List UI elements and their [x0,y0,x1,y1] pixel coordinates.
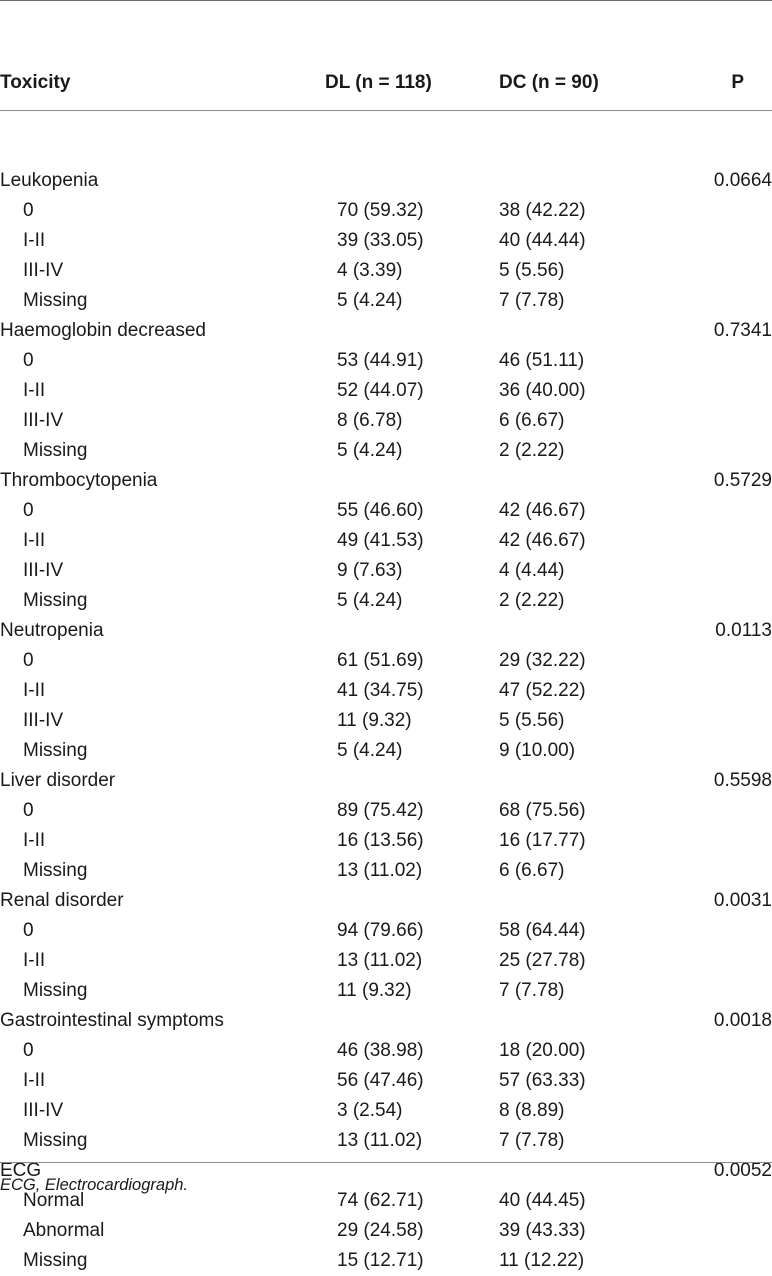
dl-cell [300,1006,472,1036]
dl-value: 9 (7.63) [337,559,403,581]
p-cell [644,736,772,766]
dc-value: 5 (5.56) [499,259,565,281]
grade-label: Missing [23,1129,88,1151]
grade-label: I-II [23,229,46,251]
group-row [0,466,772,496]
grade-label: I-II [23,379,46,401]
table-row [0,1096,772,1126]
grade-label: I-II [23,1069,46,1091]
dl-value: 29 (24.58) [337,1219,424,1241]
dl-value: 53 (44.91) [337,349,424,371]
grade-label: Missing [23,289,88,311]
p-cell [644,526,772,556]
table-row [0,976,772,1006]
dl-value: 5 (4.24) [337,439,403,461]
group-name: Thrombocytopenia [0,469,158,491]
table-row [0,676,772,706]
dc-value: 58 (64.44) [499,919,586,941]
grade-label: Missing [23,589,88,611]
bottom-rule [0,1162,772,1163]
grade-label: Missing [23,439,88,461]
p-cell [644,1186,772,1216]
p-cell [644,706,772,736]
dl-value: 13 (11.02) [337,949,423,971]
header-dc: DC (n = 90) [499,71,599,93]
header-toxicity: Toxicity [0,71,71,93]
group-name: ECG [0,1159,42,1181]
p-cell [644,406,772,436]
dl-value: 5 (4.24) [337,739,403,761]
dc-value: 9 (10.00) [499,739,576,761]
table-row [0,646,772,676]
p-cell [644,226,772,256]
dc-value: 47 (52.22) [499,679,586,701]
p-cell [644,1216,772,1246]
p-cell [644,826,772,856]
table-header [0,1,772,166]
p-cell [644,256,772,286]
dl-value: 74 (62.71) [337,1189,424,1211]
dl-value: 11 (9.32) [337,979,412,1001]
group-row [0,316,772,346]
p-cell [644,676,772,706]
grade-label: 0 [23,1039,34,1061]
dl-value: 52 (44.07) [337,379,424,401]
group-row [0,166,772,196]
group-row [0,886,772,916]
group-name: Leukopenia [0,169,99,191]
header-rule [0,111,772,166]
table-row [0,286,772,316]
group-row [0,1006,772,1036]
dc-value: 16 (17.77) [499,829,586,851]
dc-value: 40 (44.45) [499,1189,586,1211]
dc-cell [472,166,644,196]
dc-value: 40 (44.44) [499,229,586,251]
dl-value: 5 (4.24) [337,589,403,611]
dc-value: 36 (40.00) [499,379,586,401]
dl-cell [300,466,472,496]
table-row [0,826,772,856]
dl-value: 89 (75.42) [337,799,424,821]
dl-value: 55 (46.60) [337,499,424,521]
p-cell [644,196,772,226]
p-value: 0.0664 [713,169,772,191]
grade-label: I-II [23,829,46,851]
p-cell [644,556,772,586]
dc-value: 46 (51.11) [499,349,585,371]
group-name: Liver disorder [0,769,116,791]
dc-value: 7 (7.78) [499,289,565,311]
dc-value: 25 (27.78) [499,949,586,971]
grade-label: I-II [23,949,46,971]
table-row [0,196,772,226]
dl-value: 39 (33.05) [337,229,424,251]
dl-value: 16 (13.56) [337,829,424,851]
dl-value: 61 (51.69) [337,649,424,671]
header-p: P [731,71,744,93]
p-cell [644,346,772,376]
p-cell [644,586,772,616]
dc-cell [472,466,644,496]
p-cell [644,286,772,316]
dc-cell [472,1156,644,1186]
table-row [0,736,772,766]
dc-value: 6 (6.67) [499,859,565,881]
dc-value: 38 (42.22) [499,199,586,221]
dc-value: 68 (75.56) [499,799,586,821]
grade-label: III-IV [23,259,64,281]
grade-label: III-IV [23,1099,64,1121]
p-value: 0.0052 [713,1159,772,1181]
p-cell [644,376,772,406]
dc-value: 42 (46.67) [499,499,586,521]
grade-label: I-II [23,679,46,701]
grade-label: III-IV [23,409,64,431]
p-value: 0.0113 [715,619,772,641]
table-row [0,526,772,556]
table-row [0,256,772,286]
dl-value: 4 (3.39) [337,259,403,281]
grade-label: Abnormal [23,1219,105,1241]
p-value: 0.7341 [713,319,772,341]
dl-value: 8 (6.78) [337,409,403,431]
grade-label: I-II [23,529,46,551]
p-value: 0.0018 [713,1009,772,1031]
p-cell [644,1066,772,1096]
dc-value: 4 (4.44) [499,559,565,581]
dc-cell [472,316,644,346]
dl-value: 56 (47.46) [337,1069,424,1091]
grade-label: III-IV [23,709,64,731]
grade-label: 0 [23,499,34,521]
dl-value: 49 (41.53) [337,529,424,551]
table-row [0,1066,772,1096]
table-row [0,586,772,616]
dl-cell [300,616,472,646]
dl-value: 11 (9.32) [337,709,412,731]
dc-cell [472,766,644,796]
grade-label: Missing [23,1249,88,1271]
table-row [0,496,772,526]
group-row [0,766,772,796]
grade-label: 0 [23,649,34,671]
dc-value: 2 (2.22) [499,589,565,611]
dl-cell [300,316,472,346]
table-row [0,1036,772,1066]
dc-value: 6 (6.67) [499,409,565,431]
grade-label: 0 [23,799,34,821]
dl-value: 41 (34.75) [337,679,424,701]
table-row [0,436,772,466]
dc-value: 8 (8.89) [499,1099,565,1121]
group-name: Gastrointestinal symptoms [0,1009,224,1031]
p-cell [644,1036,772,1066]
dc-cell [472,1006,644,1036]
grade-label: Missing [23,979,88,1001]
dc-value: 2 (2.22) [499,439,565,461]
table-row [0,1216,772,1246]
dc-value: 39 (43.33) [499,1219,586,1241]
header-row [0,56,772,111]
group-row [0,616,772,646]
dc-value: 7 (7.78) [499,979,565,1001]
table-row [0,916,772,946]
table-body [0,166,772,1276]
table-row [0,376,772,406]
dc-cell [472,886,644,916]
dl-value: 13 (11.02) [337,1129,423,1151]
dl-value: 5 (4.24) [337,289,403,311]
table-row [0,1246,772,1276]
group-name: Neutropenia [0,619,104,641]
dl-value: 46 (38.98) [337,1039,424,1061]
table-row [0,856,772,886]
dl-cell [300,886,472,916]
grade-label: 0 [23,349,34,371]
p-value: 0.0031 [713,889,772,911]
dc-value: 11 (12.22) [499,1249,585,1271]
dl-cell [300,166,472,196]
p-value: 0.5729 [713,469,772,491]
p-cell [644,1246,772,1276]
header-dl: DL (n = 118) [325,71,432,93]
footnote: ECG, Electrocardiograph. [0,1176,189,1194]
dc-value: 57 (63.33) [499,1069,586,1091]
dl-value: 13 (11.02) [337,859,423,881]
table-row [0,706,772,736]
p-cell [644,916,772,946]
dc-value: 29 (32.22) [499,649,586,671]
dl-value: 70 (59.32) [337,199,424,221]
dc-cell [472,616,644,646]
group-name: Haemoglobin decreased [0,319,206,341]
group-name: Renal disorder [0,889,124,911]
p-value: 0.5598 [713,769,772,791]
dl-cell [300,766,472,796]
p-cell [644,1096,772,1126]
grade-label: 0 [23,919,34,941]
dl-cell [300,1156,472,1186]
table-row [0,796,772,826]
table-row [0,556,772,586]
grade-label: III-IV [23,559,64,581]
p-cell [644,856,772,886]
table-row [0,1126,772,1156]
dc-value: 42 (46.67) [499,529,586,551]
dl-value: 15 (12.71) [337,1249,424,1271]
dc-value: 5 (5.56) [499,709,565,731]
dc-value: 7 (7.78) [499,1129,565,1151]
dl-value: 94 (79.66) [337,919,424,941]
p-cell [644,496,772,526]
p-cell [644,1126,772,1156]
p-cell [644,946,772,976]
p-cell [644,796,772,826]
table-row [0,406,772,436]
dc-value: 18 (20.00) [499,1039,586,1061]
grade-label: 0 [23,199,34,221]
p-cell [644,436,772,466]
top-rule [0,1,772,56]
grade-label: Missing [23,739,88,761]
table-row [0,226,772,256]
p-cell [644,976,772,1006]
table-row [0,346,772,376]
grade-label: Normal [23,1189,85,1211]
dl-value: 3 (2.54) [337,1099,403,1121]
table-row [0,946,772,976]
grade-label: Missing [23,859,88,881]
p-cell [644,646,772,676]
